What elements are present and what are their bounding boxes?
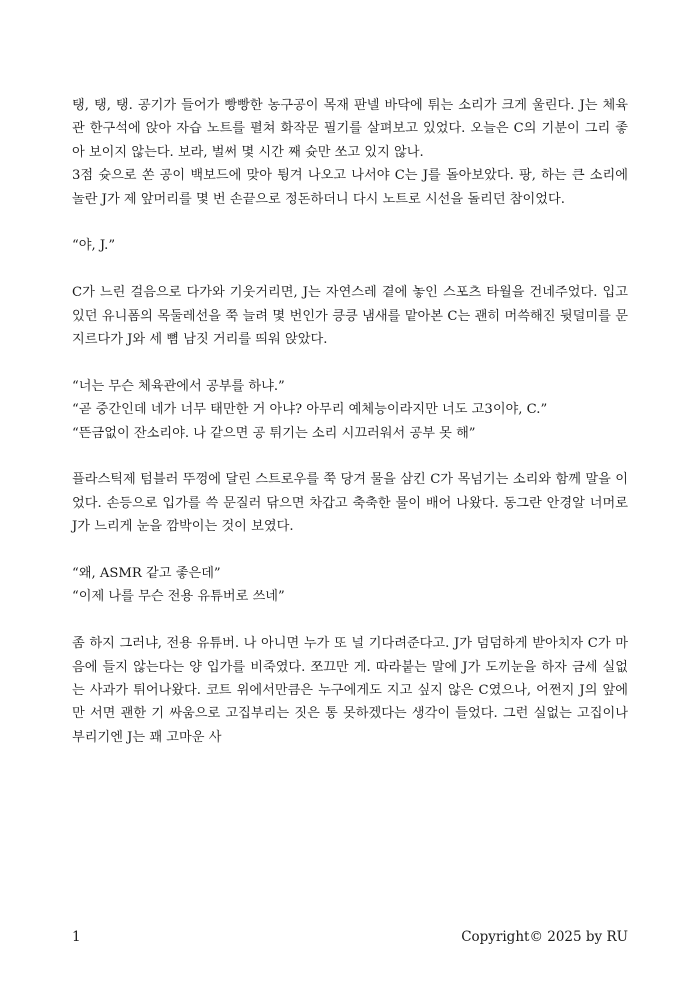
paragraph-gap <box>72 211 628 234</box>
paragraph-gap <box>72 445 628 468</box>
paragraph-opening: 탱, 탱, 탱. 공기가 들어가 빵빵한 농구공이 목재 판넬 바닥에 튀는 소리가 크게 울린다. J는 체육관 한구석에 앉아 자습 노트를 펼쳐 화작문 필기를 살펴보고 있었다. 오늘은 C의 기분이 그리 좋아 보이지 않는다. 보라, 벌써 몇 시간 째 슛만 쏘고 있지 않나. <box>72 98 628 160</box>
page-number: 1 <box>72 929 81 945</box>
story-body <box>72 94 628 749</box>
paragraph-gap <box>72 539 628 562</box>
paragraph-three-point-shot: 3점 슛으로 쏜 공이 백보드에 맞아 튕겨 나오고 나서야 C는 J를 돌아보았다. 팡, 하는 큰 소리에 놀란 J가 제 앞머리를 몇 번 손끝으로 정돈하더니 다시 노트로 시선을 돌리던 참이었다. <box>72 168 628 207</box>
copyright-notice: Copyright© 2025 by RU <box>461 929 628 945</box>
dialogue-nagging: “뜬금없이 잔소리야. 나 같으면 공 튀기는 소리 시끄러워서 공부 못 해” <box>72 425 476 441</box>
dialogue-midterm: “곧 중간인데 네가 너무 태만한 거 아냐? 아무리 예체능이라지만 너도 고3이야, C.” <box>72 402 548 418</box>
paragraph-gap <box>72 609 628 632</box>
dialogue-ya-j: “야, J.” <box>72 238 116 254</box>
page-footer <box>72 929 628 945</box>
paragraph-gap <box>72 351 628 374</box>
dialogue-asmr: “왜, ASMR 같고 좋은데” <box>72 566 221 582</box>
paragraph-towel: C가 느린 걸음으로 다가와 기웃거리면, J는 자연스레 곁에 놓인 스포츠 타월을 건네주었다. 입고 있던 유니폼의 목둘레선을 쭉 늘려 몇 번인가 킁킁 냄새를 맡아본 C는 괜히 머쓱해진 뒷덜미를 문지르다가 J와 세 뼘 남짓 거리를 띄워 앉았다. <box>72 285 628 348</box>
paragraph-tumbler: 플라스틱제 텀블러 뚜껑에 달린 스트로우를 쭉 당겨 물을 삼킨 C가 목넘기는 소리와 함께 말을 이었다. 손등으로 입가를 쓱 문질러 닦으면 차갑고 축축한 물이 배어 나왔다. 동그란 안경알 너머로 J가 느리게 눈을 깜박이는 것이 보였다. <box>72 472 628 535</box>
paragraph-gap <box>72 258 628 281</box>
dialogue-youtuber: “이제 나를 무슨 전용 유튜버로 쓰네” <box>72 589 285 605</box>
paragraph-closing: 좀 하지 그러냐, 전용 유튜버. 나 아니면 누가 또 널 기다려준다고. J가 덤덤하게 받아치자 C가 마음에 들지 않는다는 양 입가를 비죽였다. 쪼끄만 게. 따라붙는 말에 J가 도끼눈을 하자 금세 실없는 사과가 튀어나왔다. 코트 위에서만큼은 누구에게도 지고 싶지 않은 C였으나, 어쩐지 J의 앞에만 서면 괜한 기 싸움으로 고집부리는 짓은 통 못하겠다는 생각이 들었다. 그런 실없는 고집이나 부리기엔 J는 꽤 고마운 사 <box>72 636 628 745</box>
dialogue-gym-study: “너는 무슨 체육관에서 공부를 하냐.” <box>72 378 285 394</box>
